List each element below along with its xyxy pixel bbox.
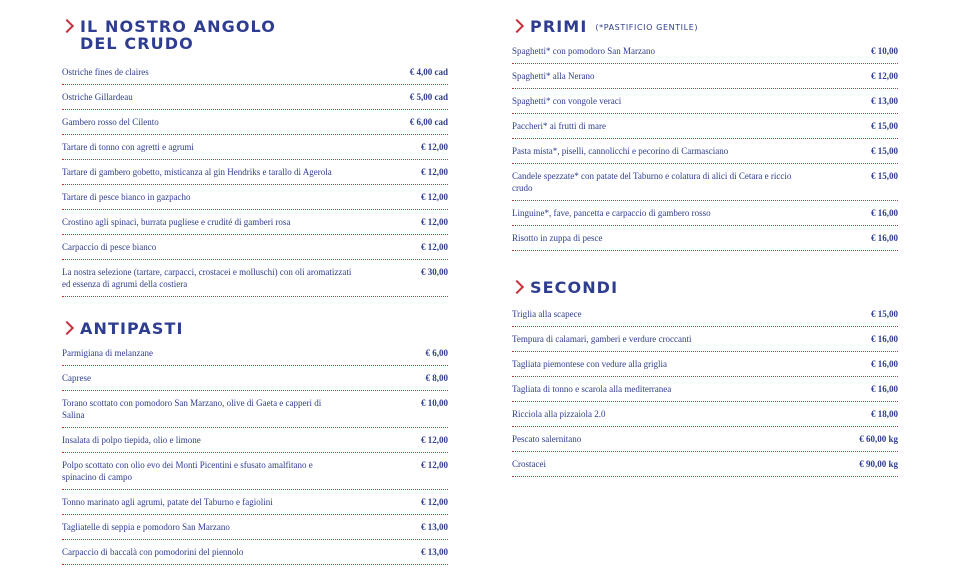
menu-item bbox=[512, 427, 898, 452]
menu-item bbox=[512, 64, 898, 89]
item-price: € 8,00 bbox=[425, 373, 448, 383]
item-name: Tartare di tonno con agretti e agrumi bbox=[62, 142, 194, 152]
item-price: € 6,00 cad bbox=[409, 117, 448, 127]
item-price: € 16,00 bbox=[871, 384, 898, 394]
menu-item bbox=[512, 327, 898, 352]
item-name: Tagliatelle di seppia e pomodoro San Marzano bbox=[62, 522, 230, 532]
menu-item bbox=[62, 453, 448, 490]
menu-item bbox=[62, 428, 448, 453]
chevron-right-icon bbox=[510, 280, 524, 294]
section-title-line2: DEL CRUDO bbox=[80, 34, 194, 53]
chevron-right-icon bbox=[510, 19, 524, 33]
menu-item bbox=[62, 60, 448, 85]
item-price: € 16,00 bbox=[871, 334, 898, 344]
item-name: Tartare di pesce bianco in gazpacho bbox=[62, 192, 191, 202]
menu-item bbox=[512, 114, 898, 139]
menu-item bbox=[512, 89, 898, 114]
menu-item bbox=[62, 110, 448, 135]
menu-item bbox=[512, 402, 898, 427]
item-price: € 12,00 bbox=[421, 242, 448, 252]
section-title: SECONDI bbox=[530, 278, 619, 297]
section-header bbox=[512, 279, 898, 296]
item-name: Triglia alla scapece bbox=[512, 309, 582, 319]
item-price: € 12,00 bbox=[421, 142, 448, 152]
item-name: Linguine*, fave, pancetta e carpaccio di gambero rosso bbox=[512, 208, 711, 218]
menu-list bbox=[62, 60, 448, 297]
item-name: Spaghetti* con pomodoro San Marzano bbox=[512, 46, 655, 56]
item-name: Ricciola alla pizzaiola 2.0 bbox=[512, 409, 606, 419]
section-primi bbox=[512, 18, 898, 251]
item-price: € 13,00 bbox=[871, 96, 898, 106]
section-antipasti bbox=[62, 320, 448, 565]
item-name: Candele spezzate* con patate del Taburno e colatura di alici di Cetara e riccio crudo bbox=[512, 171, 792, 193]
menu-list bbox=[512, 39, 898, 251]
item-name: Tagliata di tonno e scarola alla mediterranea bbox=[512, 384, 672, 394]
item-price: € 4,00 cad bbox=[409, 67, 448, 77]
section-title: ANTIPASTI bbox=[80, 319, 184, 338]
menu-item bbox=[62, 135, 448, 160]
item-name: Parmigiana di melanzane bbox=[62, 348, 153, 358]
menu-item bbox=[512, 139, 898, 164]
item-name: Insalata di polpo tiepida, olio e limone bbox=[62, 435, 201, 445]
menu-item bbox=[62, 260, 448, 297]
item-name: Tempura di calamari, gamberi e verdure croccanti bbox=[512, 334, 692, 344]
item-name: Caprese bbox=[62, 373, 91, 383]
item-name: Carpaccio di baccalà con pomodorini del piennolo bbox=[62, 547, 244, 557]
menu-item bbox=[512, 226, 898, 251]
chevron-right-icon bbox=[60, 19, 74, 33]
item-price: € 12,00 bbox=[871, 71, 898, 81]
menu-item bbox=[62, 490, 448, 515]
section-secondi bbox=[512, 279, 898, 477]
section-title: IL NOSTRO ANGOLO bbox=[80, 17, 276, 36]
item-name: Crostacei bbox=[512, 459, 546, 469]
item-name: Carpaccio di pesce bianco bbox=[62, 242, 157, 252]
section-title bbox=[530, 18, 898, 36]
menu-item bbox=[512, 352, 898, 377]
item-price: € 15,00 bbox=[871, 121, 898, 131]
section-title-text: PRIMI bbox=[530, 17, 588, 36]
item-name: La nostra selezione (tartare, carpacci, crostacei e molluschi) con oli aromatizzati ed essenza di agrumi della costiera bbox=[62, 267, 352, 289]
item-price: € 18,00 bbox=[871, 409, 898, 419]
menu-item bbox=[512, 164, 898, 201]
item-price: € 10,00 bbox=[421, 398, 448, 408]
menu-item bbox=[62, 185, 448, 210]
item-price: € 15,00 bbox=[871, 171, 898, 181]
menu-item bbox=[512, 377, 898, 402]
item-name: Spaghetti* alla Nerano bbox=[512, 71, 595, 81]
item-name: Ostriche fines de claires bbox=[62, 67, 149, 77]
menu-item bbox=[512, 452, 898, 477]
menu-item bbox=[62, 210, 448, 235]
item-price: € 15,00 bbox=[871, 146, 898, 156]
item-name: Torano scottato con pomodoro San Marzano, olive di Gaeta e capperi di Salina bbox=[62, 398, 322, 420]
chevron-right-icon bbox=[60, 321, 74, 335]
section-header bbox=[512, 18, 898, 36]
item-price: € 12,00 bbox=[421, 497, 448, 507]
item-price: € 12,00 bbox=[421, 460, 448, 470]
item-price: € 13,00 bbox=[421, 522, 448, 532]
menu-item bbox=[62, 515, 448, 540]
item-price: € 16,00 bbox=[871, 233, 898, 243]
item-name: Gambero rosso del Cilento bbox=[62, 117, 159, 127]
menu-list bbox=[62, 341, 448, 565]
item-price: € 16,00 bbox=[871, 359, 898, 369]
menu-item bbox=[512, 201, 898, 226]
item-name: Crostino agli spinaci, burrata pugliese e crudité di gamberi rosa bbox=[62, 217, 291, 227]
item-price: € 15,00 bbox=[871, 309, 898, 319]
item-price: € 12,00 bbox=[421, 435, 448, 445]
menu-item bbox=[62, 540, 448, 565]
item-name: Pescato salernitano bbox=[512, 434, 582, 444]
menu-item bbox=[62, 391, 448, 428]
item-price: € 10,00 bbox=[871, 46, 898, 56]
item-name: Paccheri* ai frutti di mare bbox=[512, 121, 606, 131]
item-name: Ostriche Gillardeau bbox=[62, 92, 133, 102]
item-name: Tartare di gambero gobetto, misticanza al gin Hendriks e tarallo di Agerola bbox=[62, 167, 332, 177]
item-name: Risotto in zuppa di pesce bbox=[512, 233, 603, 243]
item-price: € 12,00 bbox=[421, 167, 448, 177]
menu-item bbox=[62, 85, 448, 110]
item-price: € 12,00 bbox=[421, 217, 448, 227]
section-subtitle: (*PASTIFICIO GENTILE) bbox=[595, 23, 699, 32]
section-header bbox=[62, 18, 448, 52]
item-price: € 12,00 bbox=[421, 192, 448, 202]
item-price: € 90,00 kg bbox=[859, 459, 898, 469]
item-price: € 6,00 bbox=[425, 348, 448, 358]
item-name: Polpo scottato con olio evo dei Monti Picentini e sfusato amalfitano e spinacino di campo bbox=[62, 460, 313, 482]
menu-item bbox=[62, 235, 448, 260]
menu-list bbox=[512, 302, 898, 477]
item-price: € 5,00 cad bbox=[409, 92, 448, 102]
item-price: € 60,00 kg bbox=[859, 434, 898, 444]
item-name: Tonno marinato agli agrumi, patate del Taburno e fagiolini bbox=[62, 497, 273, 507]
item-price: € 16,00 bbox=[871, 208, 898, 218]
menu-item bbox=[62, 341, 448, 366]
section-header bbox=[62, 320, 448, 337]
item-name: Pasta mista*, piselli, cannolicchi e pecorino di Carmasciano bbox=[512, 146, 729, 156]
menu-item bbox=[62, 160, 448, 185]
item-price: € 30,00 bbox=[421, 267, 448, 277]
item-name: Spaghetti* con vongole veraci bbox=[512, 96, 622, 106]
menu-item bbox=[512, 302, 898, 327]
item-price: € 13,00 bbox=[421, 547, 448, 557]
menu-item bbox=[62, 366, 448, 391]
menu-item bbox=[512, 39, 898, 64]
item-name: Tagliata piemontese con vedure alla griglia bbox=[512, 359, 668, 369]
section-crudo bbox=[62, 18, 448, 297]
